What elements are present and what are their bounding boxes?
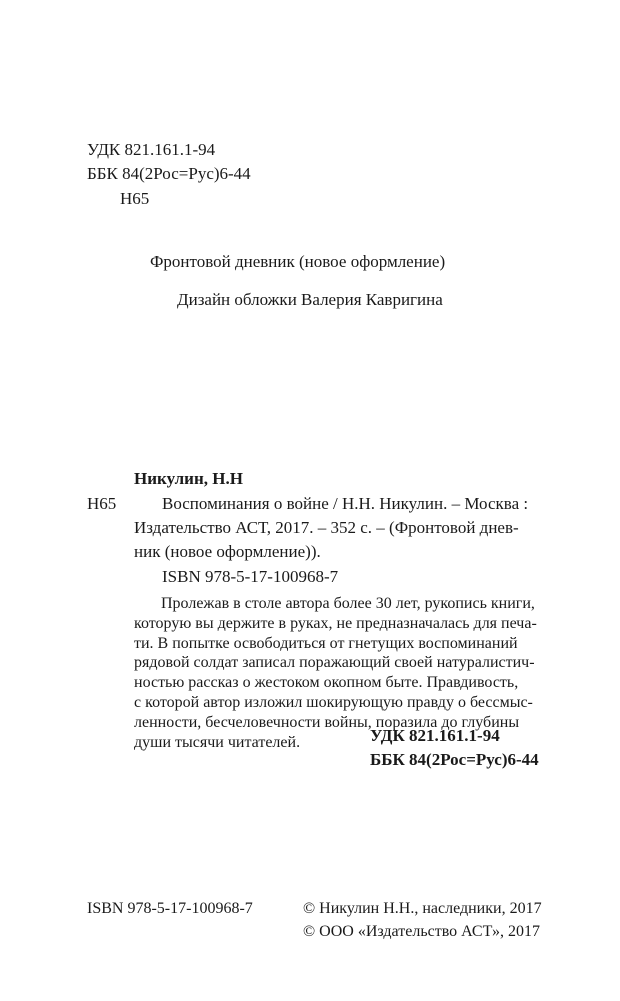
udk-code: УДК 821.161.1-94 bbox=[87, 140, 216, 159]
annotation-line: ти. В попытке освободиться от гнетущих воспоминаний bbox=[134, 634, 518, 652]
bbk-code-bottom: ББК 84(2Рос=Рус)6-44 bbox=[370, 750, 539, 769]
bib-line-3: ник (новое оформление)). bbox=[134, 542, 321, 561]
bib-line-2: Издательство АСТ, 2017. – 352 с. – (Фронтовой днев- bbox=[134, 518, 519, 537]
annotation-line: рядовой солдат записал поражающий своей натуралистич- bbox=[134, 654, 535, 672]
annotation-line: ностью рассказ о жестоком окопном быте. Правдивость, bbox=[134, 674, 519, 692]
udk-code-bottom: УДК 821.161.1-94 bbox=[370, 726, 500, 745]
bbk-code: ББК 84(2Рос=Рус)6-44 bbox=[87, 164, 251, 183]
bib-author-mark: Н65 bbox=[87, 494, 117, 513]
annotation-line: души тысячи читателей. bbox=[134, 733, 301, 751]
annotation-line: ленности, бесчеловечности войны, поразила до глубины bbox=[134, 713, 520, 731]
bib-line-1: Воспоминания о войне / Н.Н. Никулин. – Москва : bbox=[162, 494, 529, 513]
author-heading: Никулин, Н.Н bbox=[134, 469, 243, 488]
bib-isbn: ISBN 978-5-17-100968-7 bbox=[162, 567, 339, 586]
series-title: Фронтовой дневник (новое оформление) bbox=[150, 252, 446, 271]
annotation-line: Пролежав в столе автора более 30 лет, рукопись книги, bbox=[161, 595, 535, 612]
annotation-line: которую вы держите в руках, не предназначалась для печа- bbox=[134, 614, 537, 632]
copyright-author: © Никулин Н.Н., наследники, 2017 bbox=[303, 900, 542, 917]
footer-isbn: ISBN 978-5-17-100968-7 bbox=[87, 900, 253, 917]
cover-design-credit: Дизайн обложки Валерия Кавригина bbox=[177, 290, 443, 309]
author-mark: Н65 bbox=[120, 189, 150, 208]
copyright-publisher: © ООО «Издательство АСТ», 2017 bbox=[303, 923, 540, 940]
annotation-line: с которой автор изложил шокирующую правду о бессмыс- bbox=[134, 693, 533, 711]
